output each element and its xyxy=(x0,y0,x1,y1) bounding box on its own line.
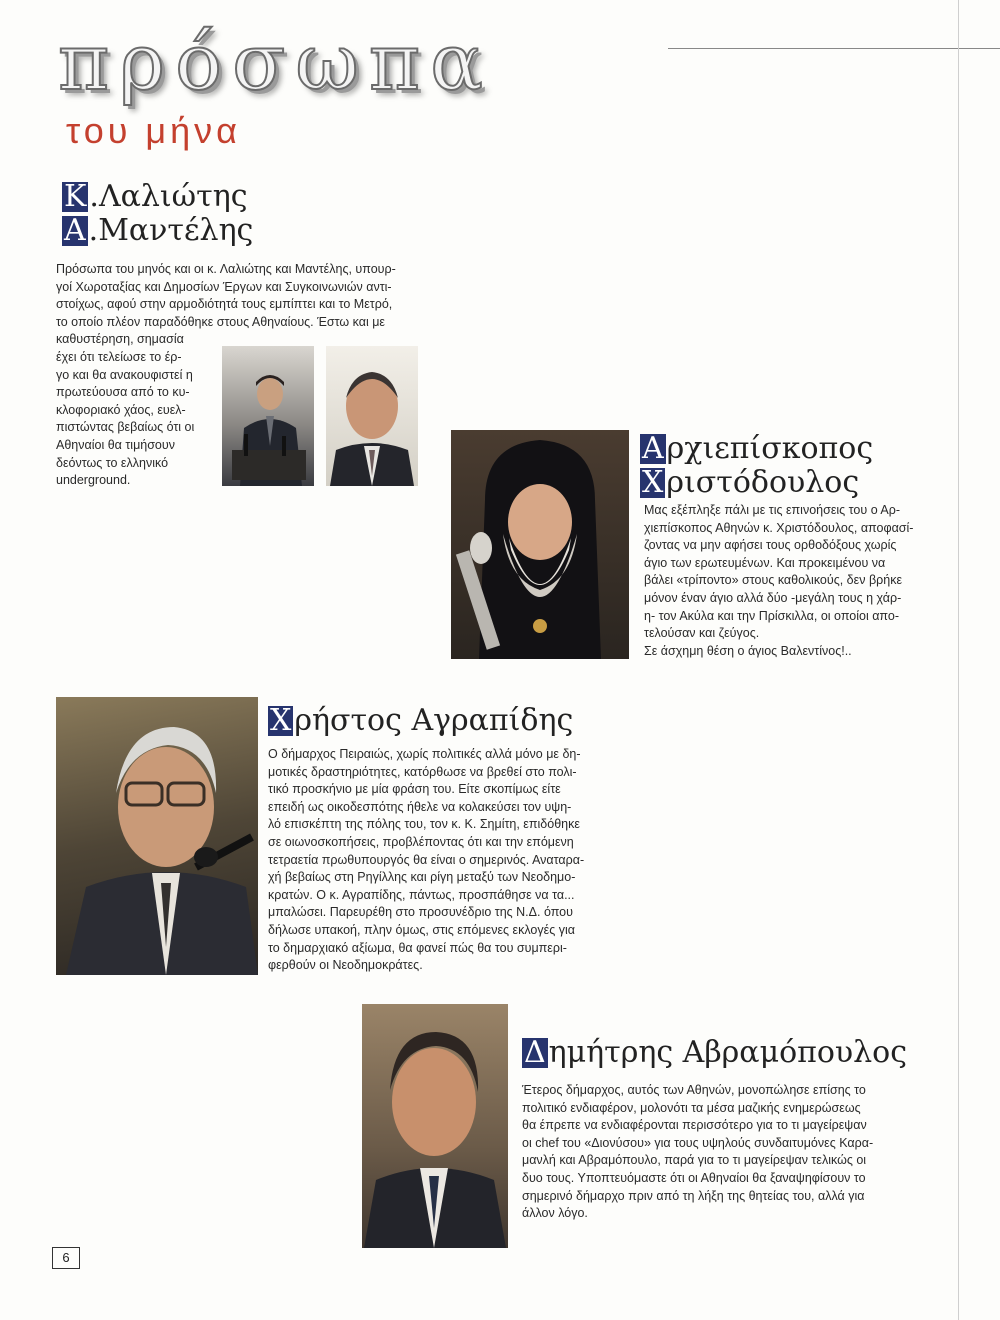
article-3-initial: Χ xyxy=(270,703,292,738)
article-2-text-line: τελούσαν και ζεύγος. xyxy=(644,626,760,641)
article-1-initial-2: Α xyxy=(64,213,86,248)
article-1-initial-1: Κ xyxy=(64,179,87,214)
article-2-text-line: χιεπίσκοπος Αθηνών κ. Χριστόδουλος, αποφασί- xyxy=(644,520,914,535)
header-rule xyxy=(668,48,1000,49)
article-4-text-line: θα έπρεπε να ενδιαφέρονται περισσότερο για το τι μαγείρεψαν xyxy=(522,1118,867,1133)
article-1-heading xyxy=(62,180,253,248)
page-number: 6 xyxy=(52,1247,80,1269)
article-2-text-line: βάλει «τρίποντο» στους καθολικούς, δεν βρήκε xyxy=(644,573,903,588)
article-1-text-line: γοί Χωροταξίας και Δημοσίων Έργων και Συγκοινωνιών αντι- xyxy=(56,279,392,294)
article-3-text-line: κρατών. Ο κ. Αγραπίδης, πάντως, προσπάθησε να τα... xyxy=(268,887,575,902)
article-1-text-line: πιστώντας βεβαίως ότι οι xyxy=(56,420,195,435)
article-1-text-line: Αθηναίοι θα τιμήσουν xyxy=(56,437,175,452)
article-2-name-1: ρχιεπίσκοπος xyxy=(666,431,874,466)
article-3-text-line: επειδή ως οικοδεσπότης ήθελε να κολακεύσει τον υψη- xyxy=(268,799,572,814)
article-2-heading xyxy=(640,432,873,500)
photo-mantelis-drawing xyxy=(326,346,418,486)
article-4-body xyxy=(522,1082,932,1223)
photo-agrapidis xyxy=(56,697,258,975)
article-3-heading xyxy=(268,704,573,738)
page-edge-line xyxy=(958,0,959,1320)
article-1-text-line: δεόντως το ελληνικό xyxy=(56,455,169,470)
article-1-line1 xyxy=(62,179,248,214)
article-2-text-line: μόνον έναν άγιο αλλά δύο -μεγάλη τους η χάρ- xyxy=(644,590,902,605)
article-3-text-line: δήλωσε υπακοή, πλην όμως, στις επόμενες εκλογές για xyxy=(268,922,575,937)
article-4-text-line: άλλον λόγο. xyxy=(522,1206,588,1221)
article-1-text-line: underground. xyxy=(56,473,131,488)
article-3-text-line: μπαλώσει. Παρευρέθη στο προσυνέδριο της Ν.Δ. όπου xyxy=(268,905,573,920)
article-2-line1 xyxy=(640,431,873,466)
photo-agrapidis-drawing xyxy=(56,697,258,975)
article-4-text-line: σημερινό δήμαρχο πριν από τη λήξη της θητείας του, αλλά για xyxy=(522,1188,865,1203)
article-3-text-line: το δημαρχιακό αξίωμα, θα φανεί πώς θα του συμπερι- xyxy=(268,940,567,955)
article-2-initial-2: Χ xyxy=(642,465,664,500)
article-1-text-line: έχει ότι τελείωσε το έρ- xyxy=(56,349,182,364)
article-2-text-line: Σε άσχημη θέση ο άγιος Βαλεντίνος!.. xyxy=(644,643,852,658)
article-4-text-line: μανλή και Αβραμόπουλο, παρά για το τι μαγείρεψαν τελικώς οι xyxy=(522,1153,867,1168)
article-2-text-line: η- τον Ακύλα και την Πρίσκιλλα, οι οποίοι απο- xyxy=(644,608,899,623)
article-1-name-2: .Μαντέλης xyxy=(88,213,254,248)
photo-christodoulos-drawing xyxy=(451,430,629,659)
article-2-text-line: άγιο των ερωτευμένων. Και προκειμένου να xyxy=(644,555,886,570)
article-3-body xyxy=(268,746,628,975)
article-1-name-1: .Λαλιώτης xyxy=(89,179,248,214)
article-4-initial: Δ xyxy=(524,1035,546,1070)
article-1-text-line: στοίχως, αφού στην αρμοδιότητά τους εμπίπτει και το Μετρό, xyxy=(56,297,393,312)
article-1-text-line: Πρόσωπα του μηνός και οι κ. Λαλιώτης και Μαντέλης, υπουρ- xyxy=(56,262,396,276)
photo-laliotis-drawing xyxy=(222,346,314,486)
article-1-text-line: πρωτεύουσα από το κυ- xyxy=(56,385,190,400)
article-2-text-line: Μας εξέπληξε πάλι με τις επινοήσεις του ο Αρ- xyxy=(644,503,901,517)
photo-mantelis xyxy=(326,346,418,486)
photo-avramopoulos xyxy=(362,1004,508,1248)
article-3-text-line: τετραετία πρωθυπουργός θα είναι ο σημερινός. Αναταρα- xyxy=(268,852,585,867)
photo-avramopoulos-drawing xyxy=(362,1004,508,1248)
article-3-text-line: λό επισκέπτη της πόλης του, τον κ. Κ. Σημίτη, επιδόθηκε xyxy=(268,817,580,832)
article-1-text-line: το οποίο πλέον παραδόθηκε στους Αθηναίους. Έστω και με xyxy=(56,314,385,329)
article-2-text-line: ζοντας να μην αφήσει τους ορθοδόξους χωρίς xyxy=(644,538,897,553)
article-1-text-line: καθυστέρηση, σημασία xyxy=(56,332,184,347)
article-2-body xyxy=(644,502,944,660)
article-4-text-line: οι chef του «Διονύσου» για τους υψηλούς συνδαιτυμόνες Καρα- xyxy=(522,1135,874,1150)
article-3-text-line: τικό προσκήνιο με μία φράση του. Είτε σκοπίμως είτε xyxy=(268,782,561,797)
article-4-text-line: δυο τους. Υποπτευόμαστε ότι οι Αθηναίοι θα ξαναψηφίσουν το xyxy=(522,1170,866,1185)
article-2-initial-1: Α xyxy=(642,431,664,466)
article-3-text-line: Ο δήμαρχος Πειραιώς, χωρίς πολιτικές αλλά μόνο με δη- xyxy=(268,747,581,761)
article-3-text-line: σε οιωνοσκοπήσεις, προβλέποντας ότι και την επόμενη xyxy=(268,834,574,849)
article-3-text-line: χή βεβαίως στη Ρηγίλλης και ρίγη μεταξύ των Νεοδημο- xyxy=(268,870,576,885)
article-1-text-line: γο και θα ανακουφιστεί η xyxy=(56,367,193,382)
section-title: πρόσωπα xyxy=(58,18,493,108)
article-2-name-2: ριστόδουλος xyxy=(666,465,860,500)
photo-laliotis xyxy=(222,346,314,486)
photo-christodoulos xyxy=(451,430,629,659)
article-4-text-line: πολιτικό ενδιαφέρον, μολονότι τα μέσα μαζικής ενημερώσεως xyxy=(522,1100,861,1115)
section-subtitle: του μήνα xyxy=(66,110,241,151)
article-4-text-line: Έτερος δήμαρχος, αυτός των Αθηνών, μονοπώλησε επίσης το xyxy=(522,1083,866,1097)
article-1-text-line: κλοφοριακό χάος, ευελ- xyxy=(56,402,186,417)
article-2-line2 xyxy=(640,465,859,500)
article-4-name: ημήτρης Αβραμόπουλος xyxy=(548,1035,908,1070)
article-3-name: ρήστος Αγραπίδης xyxy=(294,703,574,738)
article-3-text-line: μοτικές δραστηριότητες, κατόρθωσε να βρεθεί στο πολι- xyxy=(268,764,577,779)
article-4-heading xyxy=(522,1036,907,1070)
article-3-text-line: φερθούν οι Νεοδημοκράτες. xyxy=(268,958,423,973)
article-1-line2 xyxy=(62,213,253,248)
